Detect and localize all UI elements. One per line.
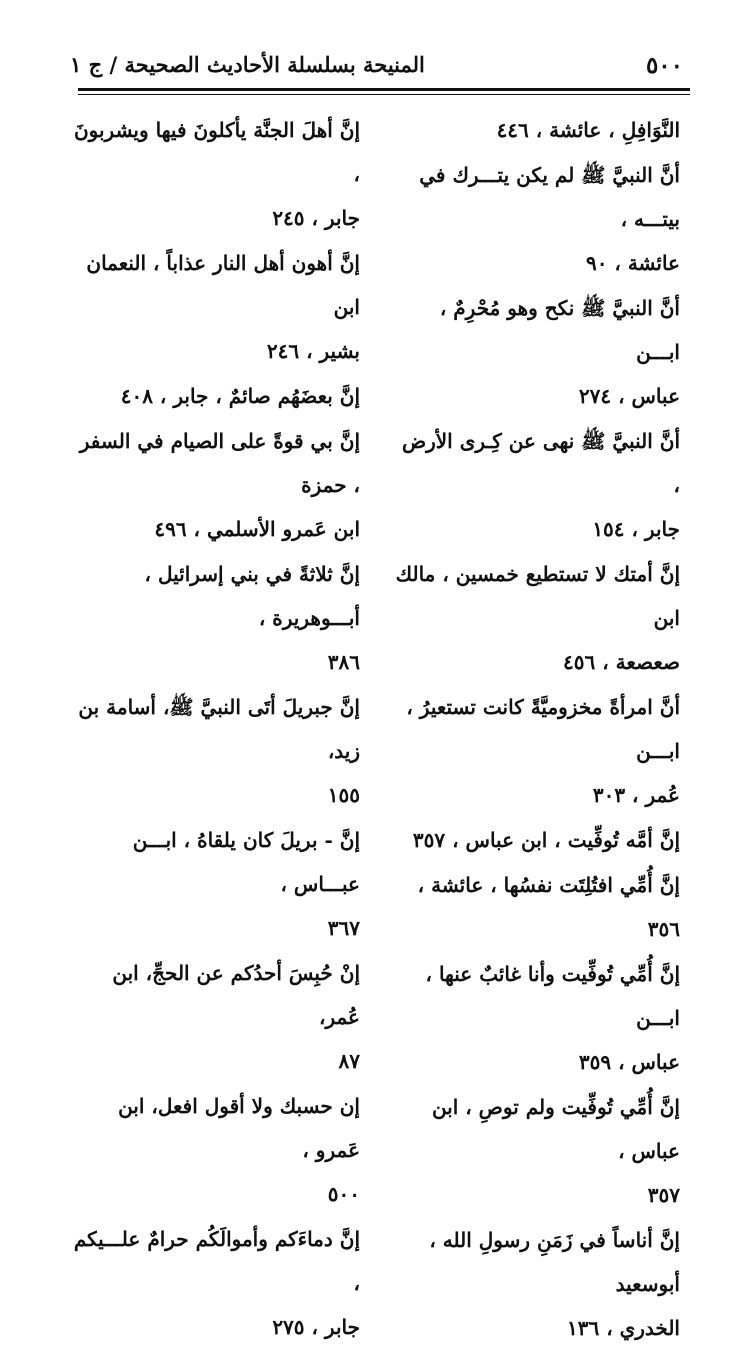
- index-entry: [390, 952, 680, 1084]
- index-column-right: [390, 108, 680, 1351]
- entry-reference: ١٥٥: [327, 783, 360, 807]
- header-rule-thick: [78, 88, 690, 91]
- entry-reference: ٣٨٦: [327, 650, 360, 674]
- entry-text: إنَّ أُمِّي تُوفِّيت ولم توصِ ، ابن عباس ،: [431, 1095, 680, 1163]
- entry-text: إنَّ أهلَ الجنَّة يأكلونَ فيها ويشربونَ ،: [73, 118, 360, 186]
- index-entry: [390, 1085, 680, 1217]
- entry-text: إنَّ دماءَكم وأموالَكُم حرامٌ علـــيكم ،: [73, 1227, 360, 1295]
- entry-reference: ٨٧: [338, 1049, 360, 1073]
- index-entry: [70, 1217, 360, 1349]
- entry-text: أنَّ النبيَّ ﷺ نكح وهو مُحْرِمٌ ، ابـــن: [439, 296, 680, 364]
- entry-text: إنَّ أُمِّي افتُلِتَت نفسُها ، عائشة ، ٣٥٦: [417, 873, 680, 941]
- entry-text: إنَّ أهون أهل النار عذاباً ، النعمان ابن: [86, 251, 360, 319]
- index-entry: [70, 419, 360, 551]
- entry-reference: عباس ، ٣٥٩: [578, 1050, 680, 1074]
- page-header: [70, 52, 683, 88]
- index-entry: [70, 241, 360, 373]
- entry-text: أنَّ النبيَّ ﷺ نهى عن كِـرى الأرض ،: [401, 429, 680, 497]
- index-entry: [390, 552, 680, 684]
- entry-reference: عباس ، ٢٧٤: [578, 384, 680, 408]
- entry-text: إنَّ - بريلَ كان يلقاهُ ، ابـــن عبـــاس ،: [132, 828, 360, 896]
- index-entry: [390, 419, 680, 551]
- index-entry: [390, 286, 680, 418]
- index-entry: [390, 685, 680, 817]
- entry-reference: بشير ، ٢٤٦: [266, 339, 360, 363]
- entry-reference: ٣٥٧: [647, 1183, 680, 1207]
- entry-reference: جابر ، ٢٧٥: [272, 1315, 360, 1339]
- entry-text: إنَّ أُمِّي تُوفِّيت وأنا غائبٌ عنها ، ابـــن: [425, 962, 680, 1030]
- entry-text: إنَّ أناساً في زَمَنِ رسولِ الله ، أبوسعيد: [429, 1228, 680, 1296]
- entry-text: أنَّ امرأةً مخزوميَّةً كانت تستعيرُ ، ابـــن: [406, 695, 680, 763]
- entry-reference: ٥٠٠: [327, 1182, 360, 1206]
- index-entry: [390, 108, 680, 152]
- entry-reference: الخدري ، ١٣٦: [567, 1316, 680, 1340]
- entry-text: إنَّ أمَّه تُوفِّيت ، ابن عباس ، ٣٥٧: [412, 828, 680, 852]
- index-entry: [70, 374, 360, 418]
- running-title: المنيحة بسلسلة الأحاديث الصحيحة / ج ١: [70, 52, 425, 77]
- entry-text: إنَّ بي قوةً على الصيام في السفر ، حمزة: [79, 429, 360, 497]
- entry-reference: عائشة ، ٩٠: [585, 251, 680, 275]
- index-entry: [390, 153, 680, 285]
- entry-reference: جابر ، ١٥٤: [592, 517, 680, 541]
- entry-reference: ٣٦٧: [327, 916, 360, 940]
- entry-text: النَّوَافِلِ ، عائشة ، ٤٤٦: [496, 118, 680, 142]
- index-entry: [70, 951, 360, 1083]
- entry-reference: عُمر ، ٣٠٣: [592, 783, 680, 807]
- entry-text: إنَّ ثلاثةً في بني إسرائيل ، أبـــوهريرة ،: [144, 562, 360, 630]
- index-entry: [70, 818, 360, 950]
- index-entry: [70, 1084, 360, 1216]
- index-entry: [390, 1218, 680, 1350]
- entry-text: إنَّ بعضَهُم صائمٌ ، جابر ، ٤٠٨: [120, 384, 360, 408]
- index-column-left: [70, 108, 360, 1350]
- index-entry: [70, 685, 360, 817]
- entry-reference: جابر ، ٢٤٥: [272, 206, 360, 230]
- entry-text: إن حسبك ولا أقول افعل، ابن عَمرو ،: [118, 1094, 360, 1162]
- page-number: ٥٠٠: [645, 52, 683, 79]
- entry-reference: صعصعة ، ٤٥٦: [563, 650, 680, 674]
- entry-reference: ابن عَمرو الأسلمي ، ٤٩٦: [154, 517, 360, 541]
- index-entry: [390, 863, 680, 951]
- index-entry: [70, 108, 360, 240]
- entry-text: إنَّ جبريلَ أتَى النبيَّ ﷺ، أسامة بن زيد،: [78, 695, 360, 763]
- index-entry: [70, 552, 360, 684]
- entry-text: إنَّ أمتك لا تستطيع خمسين ، مالك ابن: [395, 562, 680, 630]
- entry-text: أنَّ النبيَّ ﷺ لم يكن يتـــرك في بيتـــه ،: [419, 163, 680, 231]
- header-rule-thin: [78, 94, 690, 95]
- entry-text: إنْ حُبِسَ أحدُكم عن الحجِّ، ابن عُمر،: [112, 961, 360, 1029]
- index-entry: [390, 818, 680, 862]
